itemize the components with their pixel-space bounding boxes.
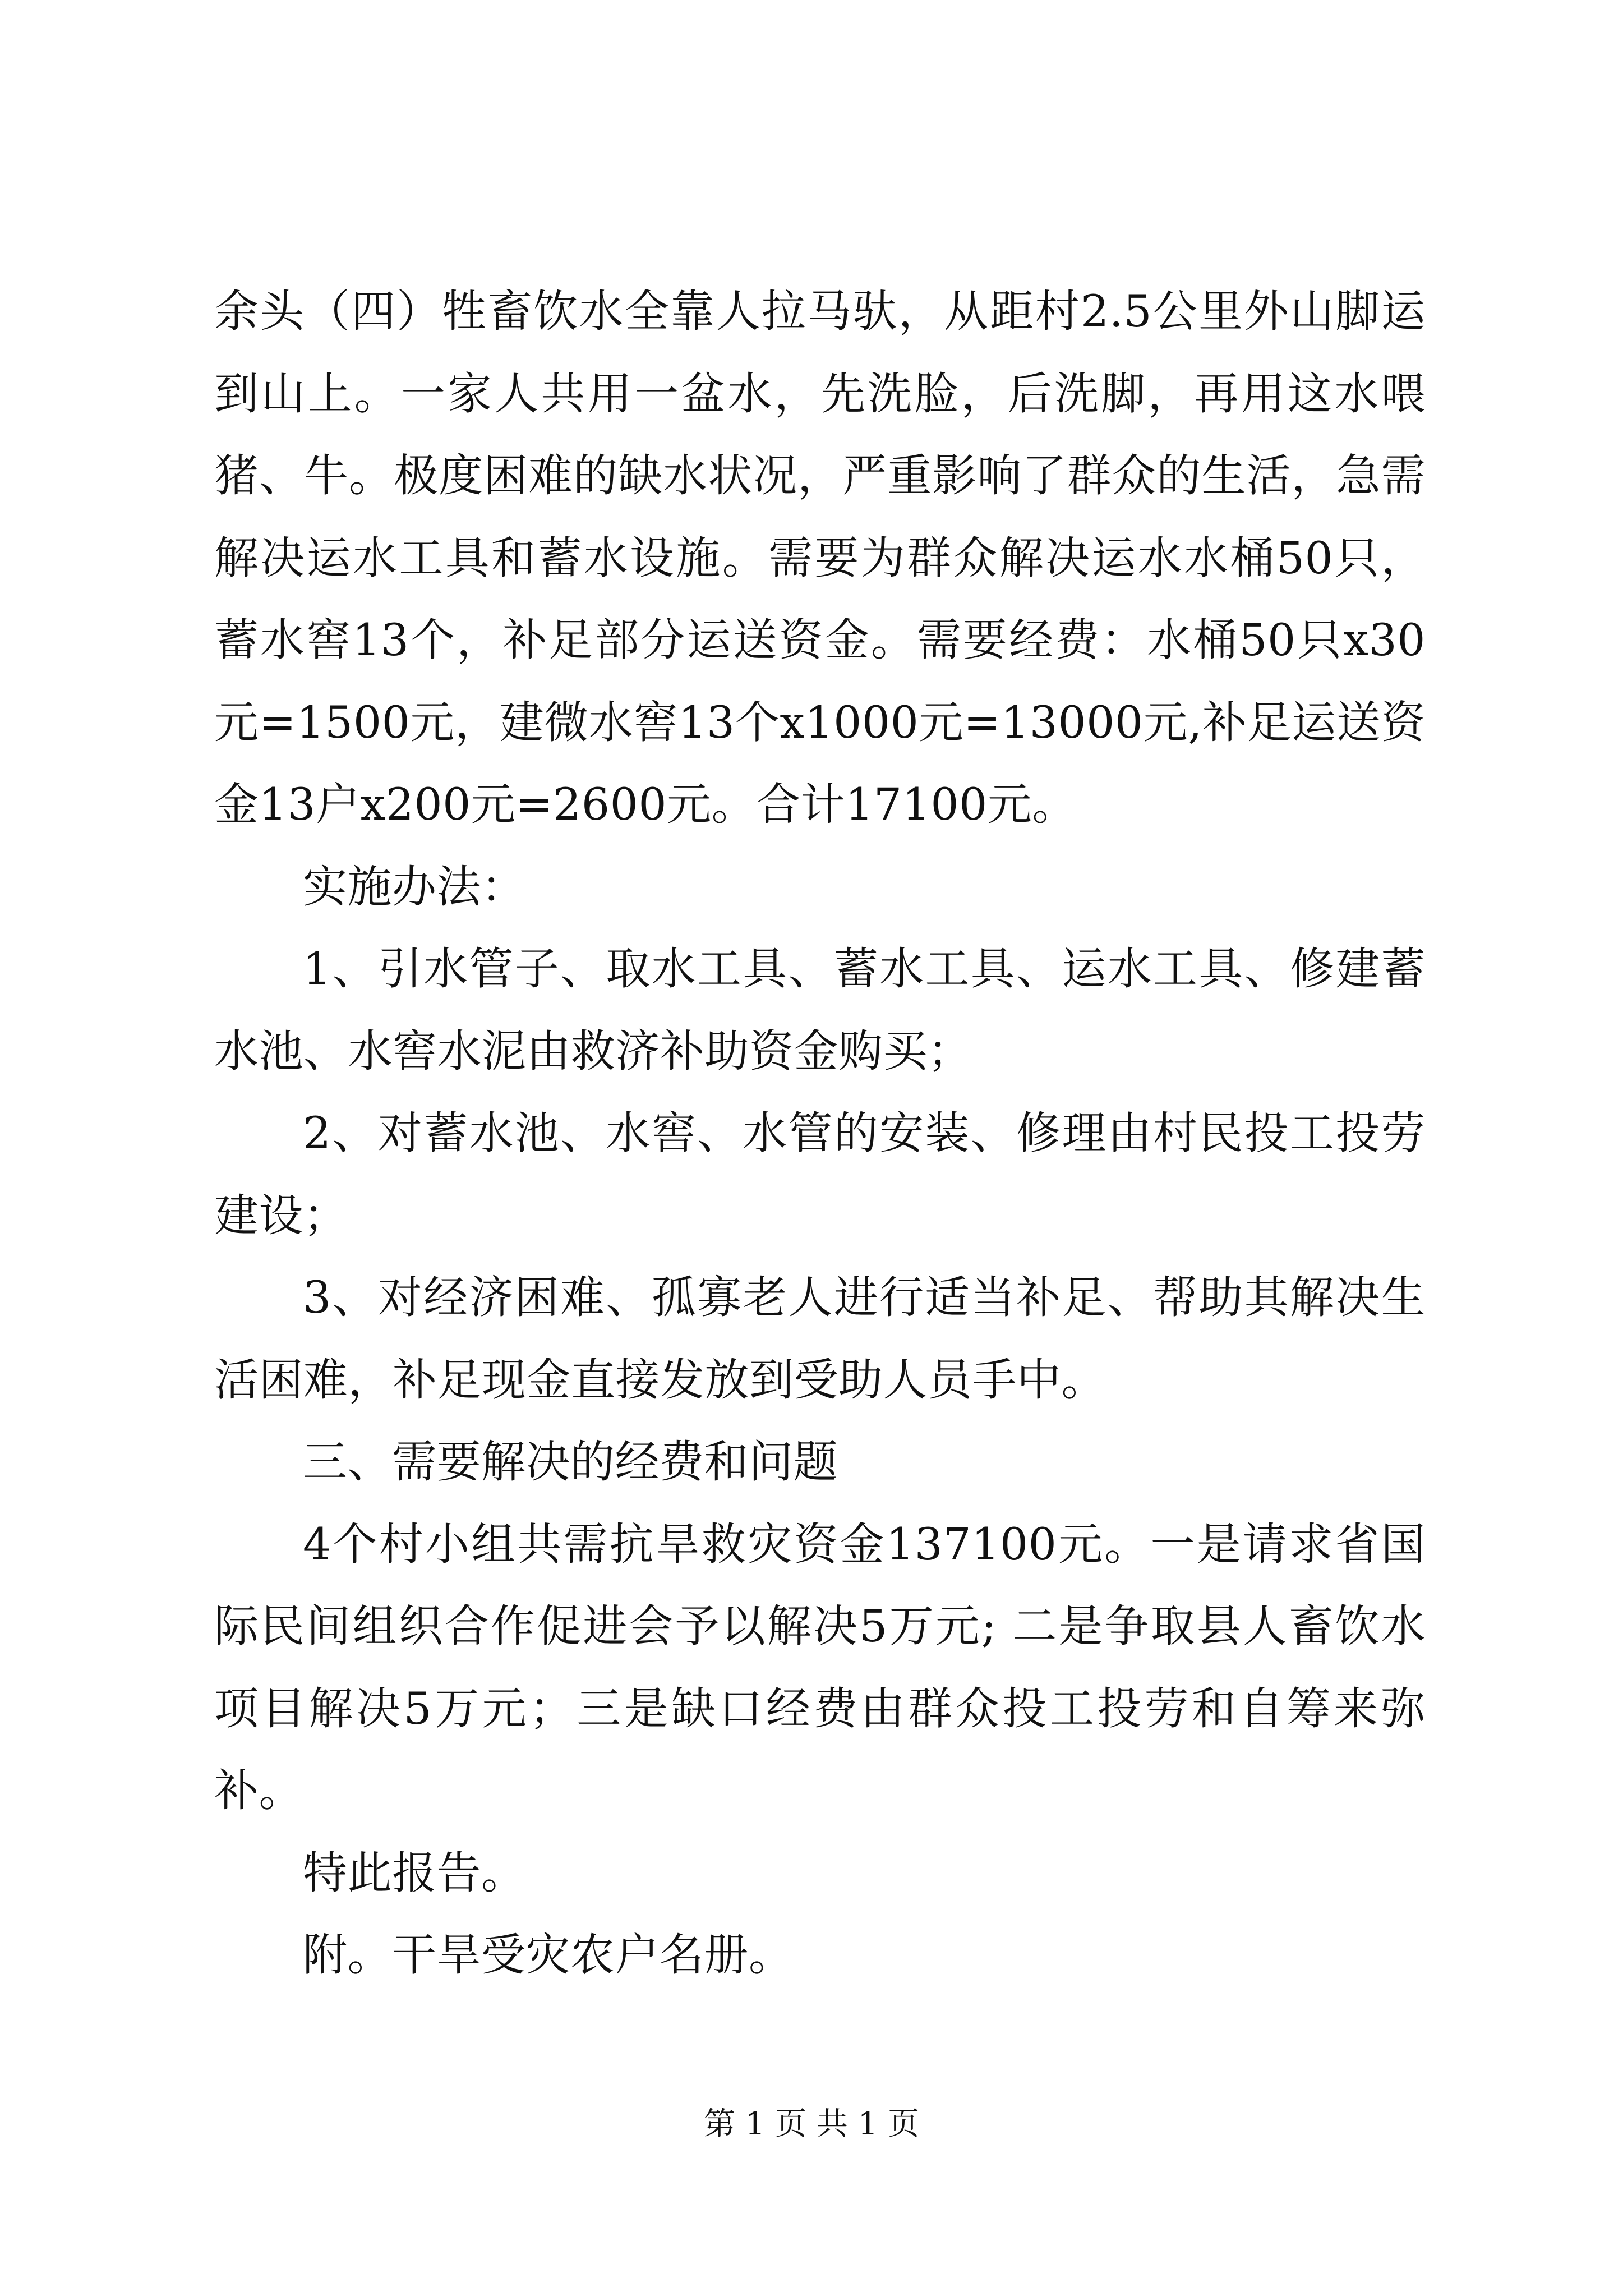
paragraph-closing: 特此报告。	[303, 1847, 526, 1899]
paragraph-water-shortage: 余头（四）牲畜饮水全靠人拉马驮，从距村2.5公里外山脚运到山上。一家人共用一盆水，先洗脸，后洗脚，再用这水喂猪、牛。极度困难的缺水状况，严重影响了群众的生活，急需解决运水工具和蓄水设施。需要为群众解决运水水桶50只，蓄水窖13个，补足部分运送资金。需要经费：水桶50只x30元=1500元，建微水窖13个x1000元=13000元,补足运送资金13户x200元=2600元。合计17100元。	[214, 286, 1426, 830]
paragraph-implementation-heading: 实施办法：	[303, 861, 526, 913]
paragraph-measure-1: 1、引水管子、取水工具、蓄水工具、运水工具、修建蓄水池、水窖水泥由救济补助资金购买；	[214, 943, 1426, 1077]
paragraph-funding: 4个村小组共需抗旱救灾资金137100元。一是请求省国际民间组织合作促进会予以解决5万元; 二是争取县人畜饮水项目解决5万元；三是缺口经费由群众投工投劳和自筹来弥补。	[214, 1518, 1426, 1816]
page-footer: 第 1 页 共 1 页	[703, 2106, 920, 2142]
document-body	[214, 270, 1426, 1996]
section-heading-funding: 三、需要解决的经费和问题	[303, 1436, 838, 1488]
paragraph-measure-2: 2、对蓄水池、水窖、水管的安装、修理由村民投工投劳建设；	[214, 1107, 1426, 1241]
paragraph-attachment: 附。干旱受灾农户名册。	[303, 1929, 794, 1981]
paragraph-measure-3: 3、对经济困难、孤寡老人进行适当补足、帮助其解决生活困难，补足现金直接发放到受助人员手中。	[214, 1272, 1426, 1406]
